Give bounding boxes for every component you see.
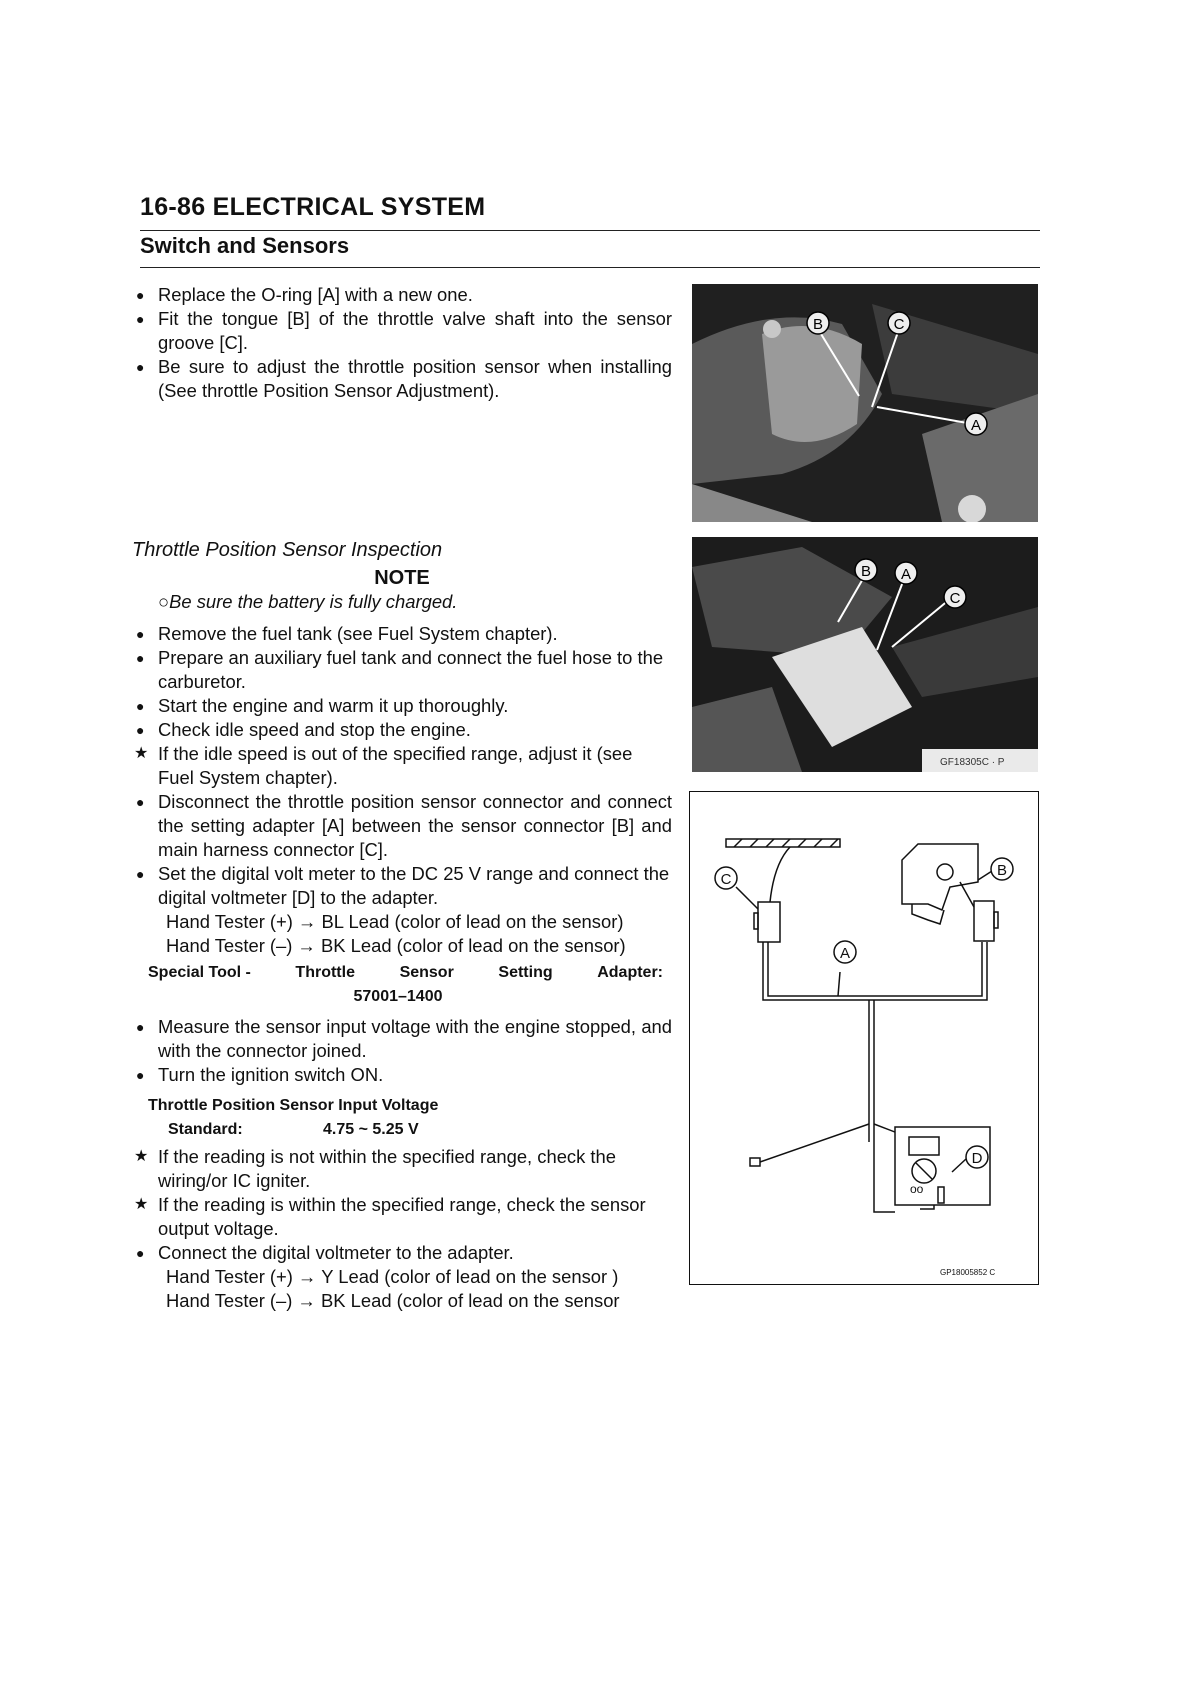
step-bullet: ● Connect the digital voltmeter to the adapter. — [136, 1242, 514, 1263]
inspection-section — [132, 538, 672, 1313]
svg-text:C: C — [720, 871, 732, 888]
intro-bullet: ● Fit the tongue [B] of the throttle valve shaft into the sensor groove [C]. — [136, 308, 672, 353]
svg-text:C: C — [893, 316, 905, 333]
svg-text:oo: oo — [910, 1182, 924, 1196]
intro-bullets — [132, 283, 672, 403]
spec-title: Throttle Position Sensor Input Voltage — [148, 1097, 439, 1114]
callout-b — [807, 312, 829, 334]
svg-text:A: A — [900, 566, 912, 583]
spec-label: Standard: — [168, 1121, 243, 1138]
callout-c — [715, 867, 737, 889]
special-tool: Special Tool - Throttle Sensor Setting Adapter: 57001–1400 — [132, 961, 672, 1009]
photo-sensor-installation — [692, 284, 1038, 522]
step-bullet: ● Start the engine and warm it up thoroughly. — [136, 695, 509, 716]
callout-a — [965, 413, 987, 435]
callout-c — [944, 586, 966, 608]
special-tool-number: 57001–1400 — [353, 988, 443, 1005]
intro-bullet: ● Replace the O-ring [A] with a new one. — [136, 284, 473, 305]
svg-text:B: B — [812, 316, 824, 333]
svg-text:B: B — [860, 563, 872, 580]
step-bullet: ● Check idle speed and stop the engine. — [136, 719, 471, 740]
callout-a — [834, 941, 856, 963]
spec-value: 4.75 ~ 5.25 V — [323, 1121, 419, 1138]
note-text: ○Be sure the battery is fully charged. — [158, 591, 458, 612]
tester-line: Hand Tester (+) → Y Lead (color of lead on the sensor ) — [166, 1266, 619, 1287]
step-bullet: ● Measure the sensor input voltage with the engine stopped, and with the connector joined. — [136, 1016, 672, 1061]
callout-b — [855, 559, 877, 581]
tester-line: Hand Tester (+) → BL Lead (color of lead on the sensor) — [166, 911, 624, 932]
section-rule — [140, 267, 1040, 268]
spec-block — [132, 1094, 672, 1142]
callout-a — [895, 562, 917, 584]
callout-b — [991, 858, 1013, 880]
step-bullet: ● Disconnect the throttle position sensor connector and connect the setting adapter [A] between the sensor connector [B] and main harness connector [C]. — [136, 791, 672, 860]
step-bullet: ● Turn the ignition switch ON. — [136, 1064, 384, 1085]
step-bullet: ● Set the digital volt meter to the DC 25 V range and connect the digital voltmeter [D] to the adapter. — [136, 863, 670, 908]
star-note: ★ If the idle speed is out of the specified range, adjust it (see Fuel System chapter). — [134, 743, 633, 788]
adapter-wiring-diagram — [689, 791, 1039, 1285]
tester-line: Hand Tester (–) → BK Lead (color of lead on the sensor — [166, 1290, 620, 1311]
star-note: ★ If the reading is not within the specified range, check the wiring/or IC igniter. — [134, 1146, 616, 1191]
callout-d — [966, 1146, 988, 1168]
diagram-code: GP18005852 C — [940, 1268, 996, 1277]
svg-text:C: C — [949, 590, 961, 607]
star-note: ★ If the reading is within the specified range, check the sensor output voltage. — [134, 1194, 646, 1239]
note-title: NOTE — [374, 567, 430, 589]
svg-text:A: A — [970, 417, 982, 434]
step-bullet: ● Prepare an auxiliary fuel tank and connect the fuel hose to the carburetor. — [136, 647, 664, 692]
svg-text:A: A — [839, 945, 851, 962]
intro-bullet: ● Be sure to adjust the throttle position sensor when installing (See throttle Position Sensor Adjustment). — [136, 356, 672, 401]
svg-text:B: B — [996, 862, 1008, 879]
svg-text:D: D — [971, 1150, 983, 1167]
section-title: Switch and Sensors — [140, 233, 350, 258]
photo-code: GF18305C · P — [940, 757, 1005, 768]
header-rule — [140, 230, 1040, 231]
step-bullet: ● Remove the fuel tank (see Fuel System chapter). — [136, 623, 558, 644]
callout-c — [888, 312, 910, 334]
tester-line: Hand Tester (–) → BK Lead (color of lead on the sensor) — [166, 935, 626, 956]
page-header-title: 16-86 ELECTRICAL SYSTEM — [140, 193, 486, 221]
inspection-heading: Throttle Position Sensor Inspection — [132, 539, 443, 561]
photo-adapter-connection — [692, 537, 1038, 772]
